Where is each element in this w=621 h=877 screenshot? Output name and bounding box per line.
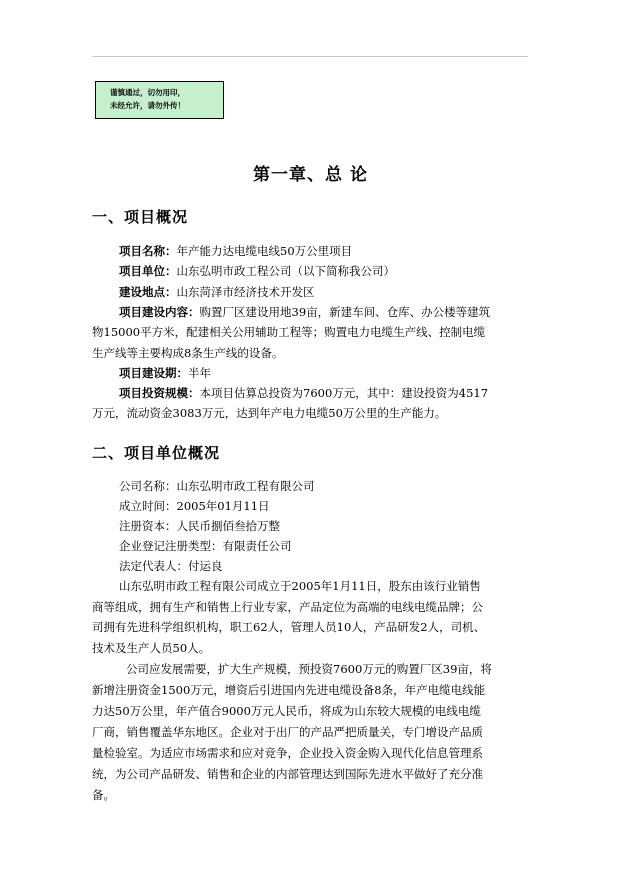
company-paragraph-2-line-5: 量检验室。为适应市场需求和应对竞争，企业投入资金购入现代化信息管理系 <box>92 746 483 760</box>
project-name-value: 年产能力达电缆电线50万公里项目 <box>176 244 353 258</box>
company-paragraph-2-line-3: 力达50万公里，年产值合9000万元人民币，将成为山东较大规模的电线电缆 <box>92 704 481 718</box>
project-location-label: 建设地点： <box>119 285 177 299</box>
notice-line-1: 谨慎通过，切勿用印， <box>110 88 185 97</box>
project-investment-line-1 <box>119 385 488 401</box>
company-paragraph-1-line-3: 司拥有先进科学组织机构，职工62人，管理人员10人，产品研发2人，司机、 <box>92 620 486 634</box>
project-name-line <box>119 243 352 259</box>
project-location-line <box>119 284 315 300</box>
company-paragraph-2-line-4: 厂商，销售覆盖华东地区。企业对于出厂的产品严把质量关，专门增设产品质 <box>92 725 483 739</box>
project-period-label: 项目建设期： <box>119 366 188 380</box>
header-rule <box>92 56 528 57</box>
company-paragraph-2-line-7: 备。 <box>92 788 115 802</box>
project-name-label: 项目名称： <box>119 244 177 258</box>
company-paragraph-2-line-1: 公司应发展需要，扩大生产规模，预投资7600万元的购置厂区39亩，将 <box>126 662 492 676</box>
registration-type-line: 企业登记注册类型：有限责任公司 <box>119 539 292 553</box>
project-period-line <box>119 365 211 381</box>
project-location-value: 山东菏泽市经济技术开发区 <box>176 285 315 299</box>
project-content-line-2: 物15000平方米，配建相关公用辅助工程等；购置电力电缆生产线、控制电缆 <box>92 325 486 339</box>
registered-capital-line: 注册资本：人民币捌佰叁拾万整 <box>119 519 280 533</box>
section-2-heading: 二、项目单位概况 <box>92 444 221 462</box>
company-paragraph-2-line-6: 统，为公司产品研发、销售和企业的内部管理达到国际先进水平做好了充分准 <box>92 767 483 781</box>
company-paragraph-1-line-1: 山东弘明市政工程有限公司成立于2005年1月11日，股东由该行业销售 <box>119 579 481 593</box>
founded-date-line: 成立时间：2005年01月11日 <box>119 499 270 513</box>
company-paragraph-1-line-4: 技术及生产人员50人。 <box>92 641 211 655</box>
project-content-text-1: 购置厂区建设用地39亩，新建车间、仓库、办公楼等建筑 <box>199 305 491 319</box>
project-investment-line-2: 万元，流动资金3083万元，达到年产电力电缆50万公里的生产能力。 <box>92 406 447 420</box>
project-unit-line <box>119 263 395 279</box>
project-content-label: 项目建设内容： <box>119 305 200 319</box>
project-unit-value: 山东弘明市政工程公司（以下简称我公司） <box>176 264 395 278</box>
notice-line-2: 未经允许，请勿外传！ <box>110 101 185 110</box>
project-content-line-3: 生产线等主要构成8条生产线的设备。 <box>92 346 284 360</box>
section-1-heading: 一、项目概况 <box>92 208 189 226</box>
confidential-notice-box <box>95 81 224 119</box>
project-period-value: 半年 <box>188 366 211 380</box>
legal-representative-line: 法定代表人：付运良 <box>119 559 223 573</box>
project-unit-label: 项目单位： <box>119 264 177 278</box>
company-name-line: 公司名称：山东弘明市政工程有限公司 <box>119 479 315 493</box>
chapter-title: 第一章、总 论 <box>253 165 368 185</box>
project-investment-label: 项目投资规模： <box>119 386 200 400</box>
project-investment-text-1: 本项目估算总投资为7600万元，其中：建设投资为4517 <box>199 386 489 400</box>
company-paragraph-1-line-2: 商等组成，拥有生产和销售上行业专家，产品定位为高端的电线电缆品牌；公 <box>92 600 483 614</box>
project-content-line-1 <box>119 304 490 320</box>
company-paragraph-2-line-2: 新增注册资金1500万元，增资后引进国内先进电缆设备8条，年产电缆电线能 <box>92 683 486 697</box>
